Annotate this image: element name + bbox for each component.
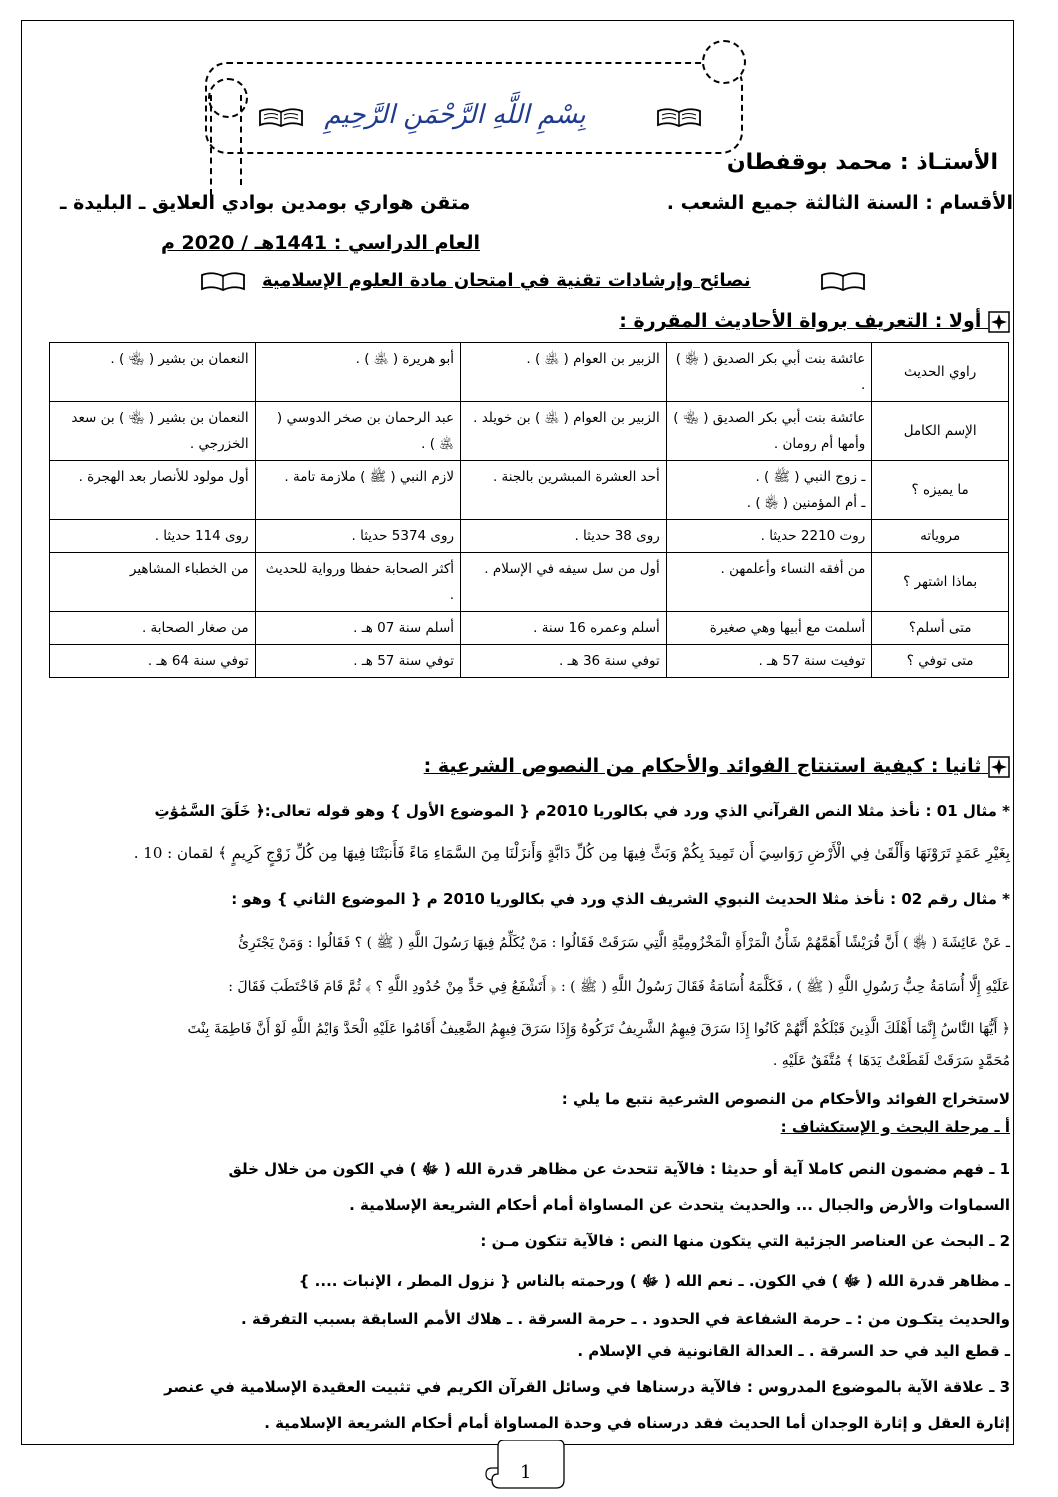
table-cell: عائشة بنت أبي بكر الصديق ( ﵄ ) وأمها أم رومان . (666, 402, 872, 461)
section1-heading (619, 310, 1010, 333)
table-cell: أبو هريرة ( ﵁ ) . (255, 343, 460, 402)
point-2: 2 ـ البحث عن العناصر الجزئية التي يتكون منها النص : فالآية تتكون مـن : (480, 1232, 1010, 1250)
table-row (50, 461, 1009, 520)
narrators-table (49, 342, 1009, 678)
row-header: بماذا اشتهر ؟ (872, 553, 1009, 612)
decor-ring (702, 40, 746, 84)
table-row (50, 612, 1009, 645)
table-cell: عائشة بنت أبي بكر الصديق ( ﵂ ) . (666, 343, 872, 402)
table-cell: روى 5374 حديثا . (255, 520, 460, 553)
row-header: راوي الحديث (872, 343, 1009, 402)
section2-heading (424, 755, 1010, 778)
table-row (50, 520, 1009, 553)
table-cell: روت 2210 حديثا . (666, 520, 872, 553)
table-row (50, 553, 1009, 612)
table-cell: روى 114 حديثا . (50, 520, 256, 553)
row-header: متى توفي ؟ (872, 645, 1009, 678)
decor-dash-line (210, 95, 212, 195)
book-icon (820, 270, 866, 292)
hadith-line: عَلَيْهِ إِلَّا أُسَامَةُ حِبُّ رَسُولِ اللَّهِ ( ﷺ ) ، فَكَلَّمَهُ أُسَامَةُ فَقَالَ رَسُولُ اللَّهِ ( ﷺ ) : ﴿ أَتَشْفَعُ فِي حَدٍّ مِنْ حُدُودِ اللَّهِ ؟ ﴾ ثُمَّ قَامَ فَاخْتَطَبَ فَقَالَ : (228, 979, 1010, 995)
school-name: متقن هواري بومدين بوادي العلايق ـ البليدة ـ (60, 192, 471, 214)
table-cell: أول مولود للأنصار بعد الهجرة . (50, 461, 256, 520)
table-cell: من الخطباء المشاهير (50, 553, 256, 612)
table-cell: توفيت سنة 57 هـ . (666, 645, 872, 678)
table-cell: توفي سنة 36 هـ . (461, 645, 667, 678)
point-1: 1 ـ فهم مضمون النص كاملا آية أو حديثا : فالآية تتحدث عن مظاهر قدرة الله ( ﷻ ) في الكون من خلال خلق (228, 1160, 1010, 1178)
table-cell: أسلم وعمره 16 سنة . (461, 612, 667, 645)
hadith-line: ﴿ أَيُّهَا النَّاسُ إِنَّمَا أَهْلَكَ الَّذِينَ قَبْلَكُمْ أَنَّهُمْ كَانُوا إِذَا سَرَقَ فِيهِمُ الشَّرِيفُ تَرَكُوهُ وَإِذَا سَرَقَ فِيهِمُ الضَّعِيفُ أَقَامُوا عَلَيْهِ الْحَدَّ وَايْمُ اللَّهِ لَوْ أَنَّ فَاطِمَةَ بِنْتَ (187, 1021, 1010, 1037)
row-header: متى أسلم؟ (872, 612, 1009, 645)
book-icon (258, 106, 304, 128)
table-cell: أسلمت مع أبيها وهي صغيرة (666, 612, 872, 645)
decor-ring (208, 78, 248, 118)
decor-dash-line (240, 95, 242, 185)
bismillah-calligraphy: بِسْمِ اللَّهِ الرَّحْمَنِ الرَّحِيمِ (324, 100, 586, 130)
table-cell: النعمان بن بشير ( ﵄ ) بن سعد الخزرجي . (50, 402, 256, 461)
table-cell: النعمان بن بشير ( ﵄ ) . (50, 343, 256, 402)
book-icon (200, 270, 246, 292)
example2-intro: * مثال رقم 02 : نأخذ مثلا الحديث النبوي الشريف الذي ورد في بكالوريا 2010 م { الموضوع الثاني } وهو : (231, 890, 1010, 908)
table-cell: الزبير بن العوام ( ﵁ ) . (461, 343, 667, 402)
book-icon (656, 106, 702, 128)
table-cell: أحد العشرة المبشرين بالجنة . (461, 461, 667, 520)
ornament-icon (988, 311, 1010, 333)
page-number: 1 (520, 1462, 532, 1483)
steps-intro: لاستخراج الفوائد والأحكام من النصوص الشرعية نتبع ما يلي : (561, 1090, 1010, 1108)
row-header: مروياته (872, 520, 1009, 553)
table-row (50, 343, 1009, 402)
table-cell: توفي سنة 64 هـ . (50, 645, 256, 678)
table-cell: أكثر الصحابة حفظا ورواية للحديث . (255, 553, 460, 612)
example1-verse: بِغَيْرِ عَمَدٍ تَرَوْنَهَا وَأَلْقَىٰ فِي الْأَرْضِ رَوَاسِيَ أَن تَمِيدَ بِكُمْ وَبَثَّ فِيهَا مِن كُلِّ دَابَّةٍ وَأَنزَلْنَا مِنَ السَّمَاءِ مَاءً فَأَنبَتْنَا فِيهَا مِن كُلِّ زَوْجٍ كَرِيمٍ ﴾ لقمان : 10 . (133, 844, 1010, 862)
row-header: ما يميزه ؟ (872, 461, 1009, 520)
point-3-continued: إثارة العقل و إثارة الوجدان أما الحديث فقد درسناه في وحدة المساواة أمام أحكام الشريعة الإسلامية . (264, 1414, 1010, 1432)
stage-a-heading: أ ـ مرحلة البحث و الإستكشاف : (780, 1118, 1010, 1136)
school-year: العام الدراسي : 1441هـ / 2020 م (160, 232, 480, 254)
example1-intro: * مثال 01 : نأخذ مثلا النص القرآني الذي ورد في بكالوريا 2010م { الموضوع الأول } وهو قوله تعالى:﴿ خَلَقَ السَّمَٰوَٰتِ (154, 802, 1010, 820)
row-header: الإسم الكامل (872, 402, 1009, 461)
table-row (50, 402, 1009, 461)
table-cell: من أفقه النساء وأعلمهن . (666, 553, 872, 612)
table-row (50, 645, 1009, 678)
point-2-hadith-more: ـ قطع اليد في حد السرقة . ـ العدالة القانونية في الإسلام . (577, 1342, 1010, 1360)
table-cell: توفي سنة 57 هـ . (255, 645, 460, 678)
document-title: نصائح وإرشادات تقنية في امتحان مادة العلوم الإسلامية (262, 270, 751, 291)
point-2-items: ـ مظاهر قدرة الله ( ﷻ ) في الكون. ـ نعم الله ( ﷻ ) ورحمته بالناس { نزول المطر ، الإنبات .... } (298, 1272, 1010, 1290)
section1-heading-text: أولا : التعريف برواة الأحاديث المقررة : (619, 310, 982, 332)
hadith-line: مُحَمَّدٍ سَرَقَتْ لَقَطَعْتُ يَدَهَا ﴾ مُتَّفَقٌ عَلَيْهِ . (772, 1053, 1010, 1069)
table-cell: أول من سل سيفه في الإسلام . (461, 553, 667, 612)
point-1-continued: السماوات والأرض والجبال ... والحديث يتحدث عن المساواة أمام أحكام الشريعة الإسلامية . (349, 1196, 1010, 1214)
teacher-name: الأستـاذ : محمد بوقفطان (726, 150, 998, 175)
ornament-icon (988, 756, 1010, 778)
class-sections: الأقسام : السنة الثالثة جميع الشعب . (666, 192, 1013, 214)
table-cell: لازم النبي ( ﷺ ) ملازمة تامة . (255, 461, 460, 520)
section2-heading-text: ثانيا : كيفية استنتاج الفوائد والأحكام من النصوص الشرعية : (423, 755, 982, 777)
table-cell: عبد الرحمان بن صخر الدوسي ( ﵁ ) . (255, 402, 460, 461)
point-2-hadith: والحديث يتكـون من : ـ حرمة الشفاعة في الحدود . ـ حرمة السرقة . ـ هلاك الأمم السابقة بسبب التفرقة . (241, 1310, 1010, 1328)
table-cell: روى 38 حديثا . (461, 520, 667, 553)
hadith-line: ـ عَنْ عَائِشَةَ ( ﵂ ) أَنَّ قُرَيْشًا أَهَمَّهُمْ شَأْنُ الْمَرْأَةِ الْمَخْزُومِيَّةِ الَّتِي سَرَقَتْ فَقَالُوا : مَنْ يُكَلِّمُ فِيهَا رَسُولَ اللَّهِ ( ﷺ ) ؟ فَقَالُوا : وَمَنْ يَجْتَرِئُ (238, 935, 1010, 951)
table-cell: أسلم سنة 07 هـ . (255, 612, 460, 645)
table-cell: الزبير بن العوام ( ﵁ ) بن خويلد . (461, 402, 667, 461)
table-cell: من صغار الصحابة . (50, 612, 256, 645)
point-3: 3 ـ علاقة الآية بالموضوع المدروس : فالآية درسناها في وسائل القرآن الكريم في تثبيت العقيدة الإسلامية في عنصر (164, 1378, 1010, 1396)
table-cell: ـ زوج النبي ( ﷺ ) . ـ أم المؤمنين ( ﵂ ) . (666, 461, 872, 520)
